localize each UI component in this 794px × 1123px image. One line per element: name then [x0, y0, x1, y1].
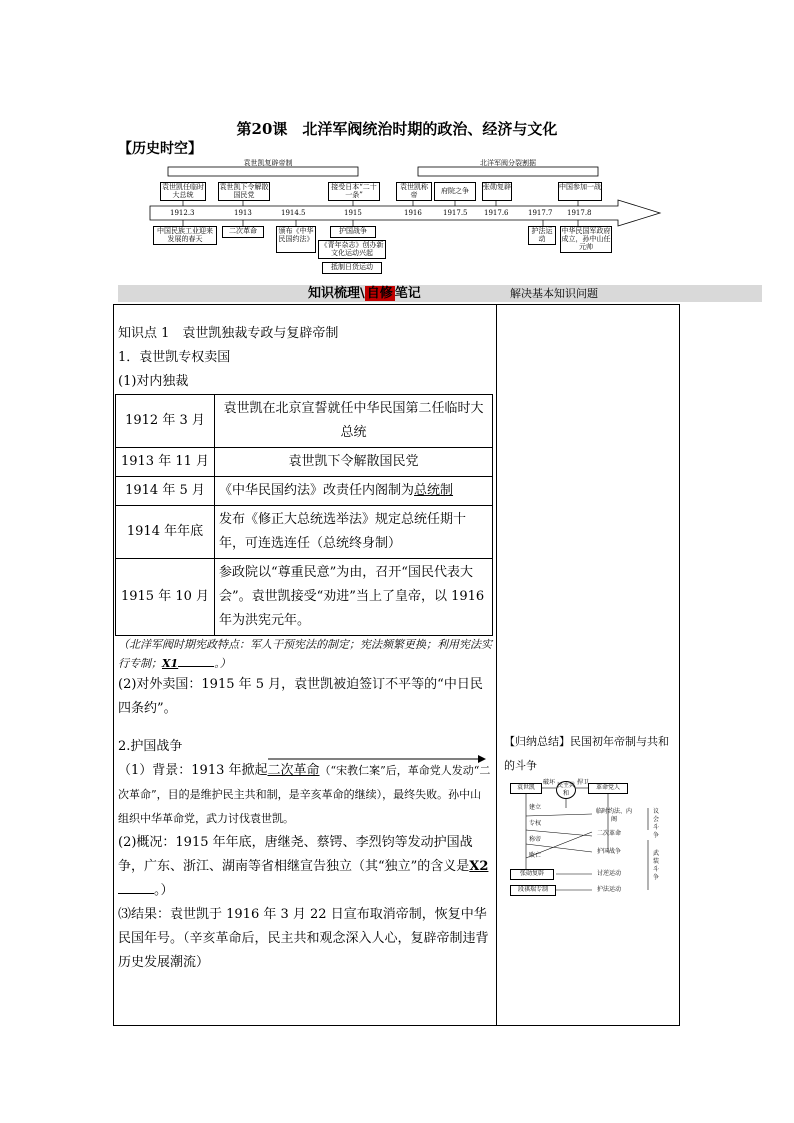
event-above-4: 袁世凯称帝: [396, 182, 432, 201]
timeline-lines: [148, 160, 668, 280]
label-autocracy: 专权: [528, 820, 541, 827]
section-banner: [118, 285, 762, 302]
event-desc: 参政院以“尊重民意”为由，召开“国民代表大会”。袁世凯接受“劝进”当上了皇帝，以 1916 年为洪宪元年。: [215, 559, 493, 636]
label-emperor: 称帝: [528, 836, 541, 843]
event-below-5: 《青年杂志》创办新文化运动兴起: [318, 240, 386, 259]
blank-x1[interactable]: X1: [162, 657, 179, 670]
event-date: 1914 年年底: [116, 506, 215, 559]
event-desc: 发布《修正大总统选举法》规定总统任期十年，可连选连任（总统终身制）: [215, 506, 493, 559]
heading-1a: (1)对内独裁: [118, 374, 189, 389]
year-7: 1917.6: [484, 209, 509, 217]
banner-title-a: 知识梳理: [308, 286, 361, 301]
label-parliament: 议会斗争: [652, 808, 659, 839]
year-9: 1917.8: [567, 209, 592, 217]
event-below-6: 抵制日货运动: [322, 262, 382, 274]
table-row: [116, 395, 493, 448]
label-constitution-movement: 护法运动: [596, 886, 621, 893]
note-text-b: 。）: [214, 657, 231, 670]
events-table: [115, 394, 493, 636]
diagram-zhangxun: 张勋复辟: [510, 869, 554, 880]
banner-title-sep: \: [360, 286, 365, 301]
event-desc: 袁世凯在北京宣誓就任中华民国第二任临时大总统: [215, 395, 493, 448]
blank-x2[interactable]: X2: [469, 859, 489, 874]
banner-title-b: 笔记: [394, 286, 421, 301]
event-below-4: 护国战争: [330, 226, 376, 238]
event-below-8: 中华民国军政府成立，孙中山任元帅: [561, 227, 611, 251]
diagram-revolutionaries: 革命党人: [588, 783, 628, 794]
table-row: [116, 506, 493, 559]
overview-paragraph: [118, 831, 492, 903]
label-armed: 武装斗争: [652, 850, 659, 881]
note-text-a: （北洋军阀时期宪政特点：军人干预宪法的制定；宪法频繁更换；利用宪法实行专制；: [118, 638, 492, 670]
background-paragraph: [118, 759, 492, 831]
page-title: 第20课 北洋军阀统治时期的政治、经济与文化: [236, 120, 558, 138]
event-desc: 袁世凯下令解散国民党: [215, 448, 493, 477]
banner-subtitle: 解决基本知识问题: [510, 287, 598, 300]
event-date: 1913 年 11 月: [116, 448, 215, 477]
timeline: [148, 160, 668, 280]
event-desc-text: 《中华民国约法》改责任内阁制为: [219, 483, 415, 498]
diagram-yuan: 袁世凯: [510, 783, 542, 794]
group-label-right: 北洋军阀分裂割据: [480, 159, 536, 167]
heading-2: 2.护国战争: [118, 739, 183, 754]
blank-x1-line[interactable]: [178, 654, 214, 667]
event-date: 1912 年 3 月: [116, 395, 215, 448]
label-second-rev: 二次革命: [596, 830, 621, 837]
label-destroy: 破坏: [542, 779, 555, 786]
event-below-2: 二次革命: [222, 226, 264, 238]
group-label-left: 袁世凯复辟帝制: [243, 159, 293, 167]
summary-title: 【归纳总结】民国初年帝制与共和的斗争: [504, 735, 669, 772]
year-4: 1915: [344, 209, 362, 217]
event-desc-underlined: 总统制: [414, 483, 454, 498]
result-paragraph: ⑶结果：袁世凯于 1916 年 3 月 22 日宣布取消帝制，恢复中华民国年号。（辛亥革命后，民主共和观念深入人心，复辟帝制违背历史发展潮流）: [118, 907, 489, 970]
label-establish: 建立: [528, 804, 541, 811]
event-above-6: 张勋复辟: [482, 182, 512, 201]
event-date: 1914 年 5 月: [116, 477, 215, 506]
event-above-3: 接受日本“二十一条”: [328, 182, 380, 201]
ov-text-b: 。）: [154, 883, 174, 898]
bg-text-b: （“宋教仁案”后，革命党人发动“二次革命”，目的是维护民主共和制，是辛亥革命的继续），最终失败。孙中山组织中华革命党，武力讨伐袁世凯。: [118, 764, 491, 825]
diagram-duan: 段祺瑞专制: [510, 885, 556, 896]
label-provisional: 临时约法、内阁: [595, 808, 632, 823]
event-below-1: 中国民族工业迎来发展的春天: [153, 226, 217, 245]
ov-text-a: (2)概况：1915 年年底，唐继尧、蔡锷、李烈钧等发动护国战争，广东、浙江、湖南等省相继宣告独立（其“独立”的含义是: [118, 835, 473, 874]
event-above-5: 府院之争: [434, 182, 476, 201]
main-content: [118, 318, 492, 975]
constitution-note: [118, 636, 492, 673]
year-8: 1917.7: [528, 209, 553, 217]
year-1: 1912.3: [170, 209, 195, 217]
knowledge-point-1: 知识点 1 袁世凯独裁专政与复辟帝制: [118, 326, 339, 341]
heading-1: 1．袁世凯专权卖国: [118, 350, 231, 365]
label-defend: 捍卫: [576, 779, 589, 786]
event-desc: [215, 477, 493, 506]
event-date: 1915 年 10 月: [116, 559, 215, 636]
blank-x2-line[interactable]: [118, 881, 154, 894]
banner-title: [308, 285, 421, 302]
year-6: 1917.5: [443, 209, 468, 217]
diagram-republic: 民主共和: [557, 782, 576, 797]
year-3: 1914.5: [281, 209, 306, 217]
year-5: 1916: [404, 209, 422, 217]
foreign-policy: (2)对外卖国：1915 年 5 月，袁世凯被迫签订不平等的“中日民四条约”。: [118, 677, 483, 716]
label-anti-rebel: 讨逆运动: [596, 870, 621, 877]
event-above-1: 袁世凯任临时大总统: [162, 183, 204, 199]
event-above-2: 袁世凯下令解散国民党: [219, 183, 269, 199]
table-row: [116, 477, 493, 506]
column-divider: [496, 304, 497, 1026]
label-protect-war: 护国战争: [596, 848, 621, 855]
event-above-7: 中国参加一战: [558, 182, 602, 201]
event-below-7: 护法运动: [528, 226, 556, 245]
event-below-3: 颁布《中华民国约法》: [276, 226, 316, 253]
table-row: [116, 559, 493, 636]
bg-underlined: 二次革命: [267, 763, 320, 778]
banner-title-highlight: 自修: [366, 286, 393, 301]
label-defeat: 败亡: [528, 852, 541, 859]
arrow-decoration: [268, 754, 488, 764]
struggle-diagram: [508, 780, 668, 900]
bg-text-a: （1）背景：1913 年掀起: [118, 763, 268, 778]
table-row: [116, 448, 493, 477]
year-2: 1913: [234, 209, 252, 217]
section-label: 【历史时空】: [118, 141, 202, 157]
